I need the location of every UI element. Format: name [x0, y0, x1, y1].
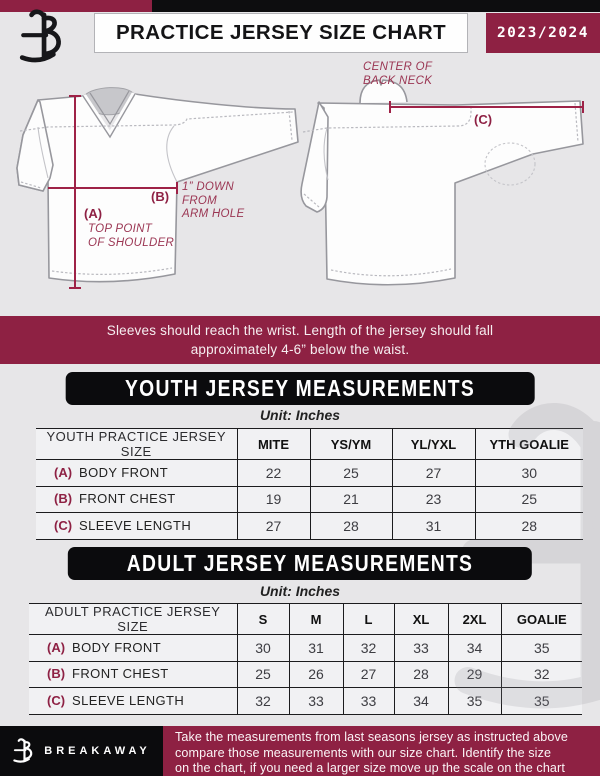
row-label: BODY FRONT [79, 464, 169, 480]
cell-value: 25 [237, 661, 289, 688]
col-header: M [289, 604, 343, 635]
cell-value: 30 [475, 460, 583, 487]
table-row [29, 661, 582, 688]
cell-value: 35 [448, 688, 501, 715]
cell-value: 27 [343, 661, 394, 688]
cell-value: 27 [237, 513, 310, 540]
row-key: (B) [54, 491, 73, 507]
row-key: (A) [54, 464, 73, 480]
row-key: (A) [47, 639, 66, 655]
page-title: PRACTICE JERSEY SIZE CHART [115, 21, 447, 44]
label-b-desc: 1” DOWN FROM ARM HOLE [182, 181, 245, 220]
col-header: YTH GOALIE [475, 429, 583, 460]
footer-brand-name: BREAKAWAY [44, 745, 151, 757]
youth-section-title: YOUTH JERSEY MEASUREMENTS [125, 375, 475, 401]
col-header: S [237, 604, 289, 635]
breakaway-footer-logo-icon [12, 737, 36, 765]
cell-value: 34 [448, 635, 501, 662]
page-title-box [94, 13, 468, 53]
cell-value: 21 [310, 486, 392, 513]
col-header: YS/YM [310, 429, 392, 460]
youth-unit-label: Unit: Inches [259, 407, 341, 423]
row-label: BODY FRONT [72, 639, 162, 655]
footer-brand-block [0, 726, 163, 776]
footer-note-line: on the chart, if you need a larger size move up the scale on the chart [175, 761, 565, 776]
cell-value: 27 [392, 460, 475, 487]
label-a-desc: TOP POINT OF SHOULDER [88, 223, 175, 249]
cell-value: 29 [448, 661, 501, 688]
fit-note-banner [0, 316, 600, 364]
cell-value: 31 [289, 635, 343, 662]
col-header: YOUTH PRACTICE JERSEY SIZE [36, 429, 237, 460]
fit-note-line1: Sleeves should reach the wrist. Length of the jersey should fall [106, 323, 494, 338]
cell-value: 30 [237, 635, 289, 662]
cell-value: 22 [237, 460, 310, 487]
table-row [36, 513, 583, 540]
row-key: (B) [47, 666, 66, 682]
cell-value: 33 [289, 688, 343, 715]
breakaway-logo-icon [17, 7, 69, 67]
row-key: (C) [47, 692, 66, 708]
table-row [36, 486, 583, 513]
cell-value: 28 [310, 513, 392, 540]
cell-value: 33 [394, 635, 448, 662]
label-a-key: (A) [84, 206, 103, 221]
col-header: 2XL [448, 604, 501, 635]
cell-value: 25 [475, 486, 583, 513]
cell-value: 28 [475, 513, 583, 540]
cell-value: 32 [501, 661, 582, 688]
adult-section-title: ADULT JERSEY MEASUREMENTS [126, 550, 474, 576]
row-key: (C) [54, 517, 73, 533]
label-c-desc: CENTER OF BACK NECK [363, 61, 433, 87]
footer-instructions [163, 726, 600, 776]
cell-value: 35 [501, 688, 582, 715]
back-jersey-diagram [298, 72, 590, 307]
season-badge [486, 13, 600, 53]
col-header: XL [394, 604, 448, 635]
cell-value: 19 [237, 486, 310, 513]
col-header: ADULT PRACTICE JERSEY SIZE [29, 604, 237, 635]
footer-note-line: Take the measurements from last seasons jersey as instructed above [175, 730, 568, 744]
footer-note-line: compare those measurements with our size chart. Identify the size [175, 745, 552, 760]
cell-value: 33 [343, 688, 394, 715]
youth-section-title-badge [66, 372, 535, 405]
cell-value: 26 [289, 661, 343, 688]
col-header: GOALIE [501, 604, 582, 635]
adult-unit-label: Unit: Inches [259, 583, 341, 599]
row-label: FRONT CHEST [72, 666, 169, 682]
fit-note-line2: approximately 4-6” below the waist. [190, 342, 410, 357]
cell-value: 23 [392, 486, 475, 513]
cell-value: 32 [237, 688, 289, 715]
col-header: MITE [237, 429, 310, 460]
cell-value: 31 [392, 513, 475, 540]
label-b-key: (B) [151, 189, 170, 204]
table-header-row [36, 429, 583, 460]
season-label: 2023/2024 [496, 25, 590, 41]
table-header-row [29, 604, 582, 635]
row-label: SLEEVE LENGTH [72, 692, 185, 708]
label-c-key: (C) [474, 112, 493, 127]
col-header: L [343, 604, 394, 635]
adult-size-table [29, 603, 582, 715]
cell-value: 25 [310, 460, 392, 487]
row-label: FRONT CHEST [79, 491, 176, 507]
table-row [36, 460, 583, 487]
cell-value: 34 [394, 688, 448, 715]
cell-value: 28 [394, 661, 448, 688]
cell-value: 32 [343, 635, 394, 662]
table-row [29, 688, 582, 715]
cell-value: 35 [501, 635, 582, 662]
adult-section-title-badge [68, 547, 532, 580]
youth-size-table [36, 428, 583, 540]
col-header: YL/YXL [392, 429, 475, 460]
table-row [29, 635, 582, 662]
row-label: SLEEVE LENGTH [79, 517, 192, 533]
